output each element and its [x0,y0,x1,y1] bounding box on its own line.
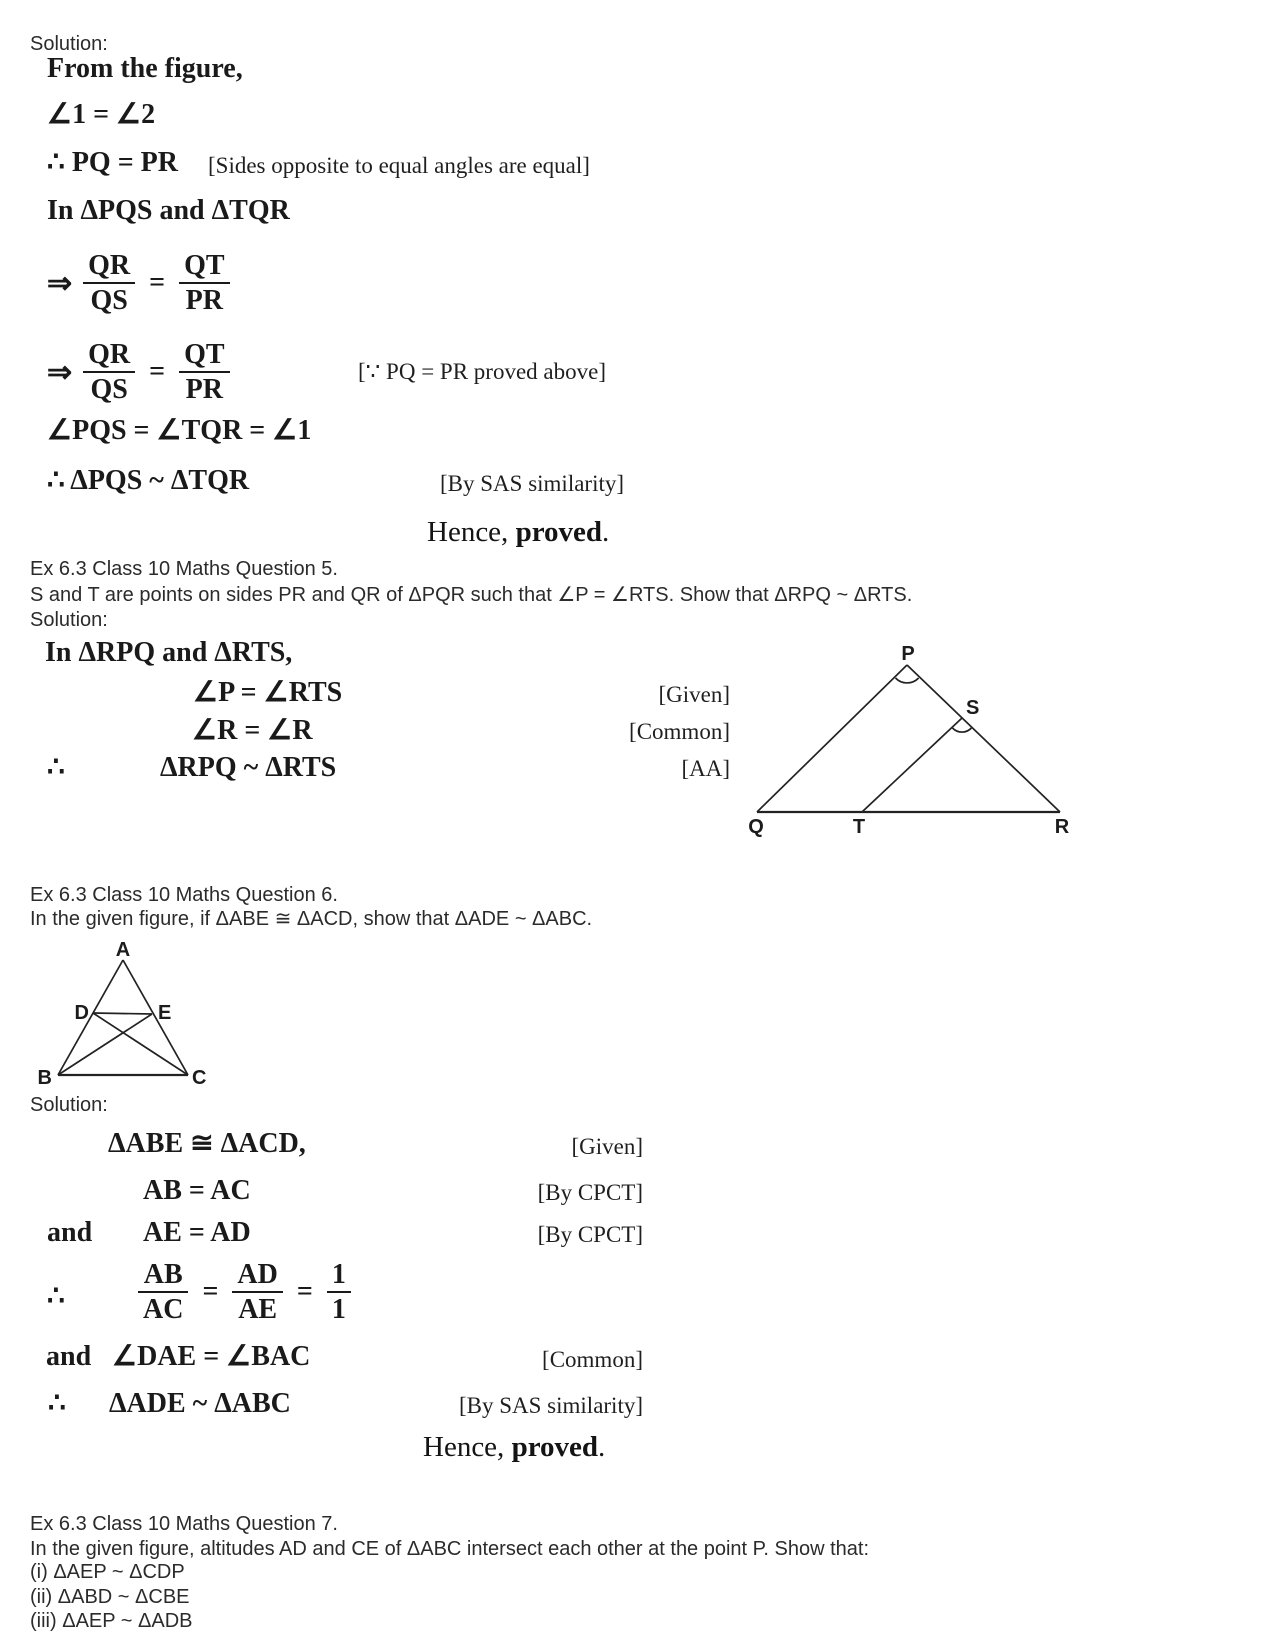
reason-note: [By CPCT] [537,1222,643,1247]
hence-proved [427,515,609,549]
equals-sign: = [149,356,166,387]
triangle-figure-abc [25,935,220,1095]
reason-note: [Common] [629,719,730,744]
vertex-label-e: E [158,1002,172,1024]
reason-note: [∵ PQ = PR proved above] [358,359,606,384]
solution-label: Solution: [30,1094,108,1116]
equation-line: ∠R = ∠R [192,715,313,746]
question-title: Ex 6.3 Class 10 Maths Question 7. [30,1513,338,1535]
question-item: (ii) ΔABD ~ ΔCBE [30,1586,190,1608]
equation-line: In ΔPQS and ΔTQR [47,195,290,226]
reason-note: [Given] [658,682,730,707]
question-text: In the given figure, altitudes AD and CE of ΔABC intersect each other at the point P. Show that: [30,1538,870,1560]
question-item: (iii) ΔAEP ~ ΔADB [30,1610,193,1632]
conclusion-line: ΔADE ~ ΔABC [109,1388,291,1419]
fraction-denominator: PR [185,285,223,316]
angle-arc-p [896,678,919,683]
equation-line: AB = AC [143,1175,251,1206]
solution-label: Solution: [30,609,108,631]
therefore-symbol: ∴ [47,1281,65,1312]
segment-ts [862,718,962,812]
implies-symbol: ⇒ [47,355,73,389]
equation-line: ∠DAE = ∠BAC [112,1341,311,1372]
fraction [179,341,229,403]
solution-line: In ΔRPQ and ΔRTS, [45,637,293,668]
fraction-denominator: QS [90,285,128,316]
segment-eb [58,1014,152,1075]
question-text: S and T are points on sides PR and QR of ΔPQR such that ∠P = ∠RTS. Show that ΔRPQ ~ ΔRTS. [30,584,913,606]
conclusion-line: ∴ ΔPQS ~ ΔTQR [47,465,250,496]
reason-note: [By SAS similarity] [440,471,625,496]
triangle-figure-pqr [690,630,1090,850]
reason-note: [Given] [571,1134,643,1159]
vertex-label-a: A [115,939,131,961]
fraction-row [47,252,230,314]
fraction [232,1261,282,1323]
vertex-label-p: P [901,643,915,665]
side-pr [907,665,1060,812]
fraction-numerator: QT [179,341,229,373]
fraction-denominator: 1 [331,1294,346,1325]
vertex-label-c: C [192,1067,207,1089]
proved-text: proved [511,1431,599,1463]
question-item: (i) ΔAEP ~ ΔCDP [30,1561,185,1583]
fraction-numerator: 1 [327,1261,351,1293]
equals-sign: = [296,1276,313,1307]
equation-line: ∠P = ∠RTS [193,677,343,708]
vertex-label-d: D [74,1002,89,1024]
fraction-row [47,341,230,403]
equation-line: AE = AD [143,1217,251,1248]
segment-de [93,1013,152,1014]
vertex-label-r: R [1054,816,1070,838]
fraction-numerator: QR [83,341,135,373]
equation-line: ∴ PQ = PR [47,147,178,178]
and-word: and [47,1217,93,1248]
vertex-label-t: T [852,816,866,838]
fraction-numerator: AB [138,1261,188,1293]
equation-line: ΔABE ≅ ΔACD, [108,1128,306,1159]
vertex-label-q: Q [748,816,764,838]
period: . [598,1431,606,1463]
fraction-numerator: QT [179,252,229,284]
fraction [138,1261,188,1323]
fraction-row [138,1261,351,1323]
fraction-denominator: AE [238,1294,278,1325]
reason-note: [By CPCT] [537,1180,643,1205]
fraction [327,1261,351,1323]
proved-text: proved [515,516,603,548]
equals-sign: = [202,1276,219,1307]
equals-sign: = [149,267,166,298]
fraction-denominator: PR [185,374,223,405]
question-text: In the given figure, if ΔABE ≅ ΔACD, show that ΔADE ~ ΔABC. [30,908,593,930]
solution-label: Solution: [30,33,108,55]
hence-proved [423,1430,605,1464]
angle-arc-s [953,728,972,732]
solution-line: From the figure, [47,53,243,84]
period: . [602,516,610,548]
vertex-label-s: S [966,697,980,719]
fraction-denominator: QS [90,374,128,405]
question-title: Ex 6.3 Class 10 Maths Question 5. [30,558,338,580]
equation-line: ∠PQS = ∠TQR = ∠1 [47,415,312,446]
question-title: Ex 6.3 Class 10 Maths Question 6. [30,884,338,906]
fraction [83,252,135,314]
therefore-symbol: ∴ [48,1388,66,1419]
vertex-label-b: B [37,1067,52,1089]
equation-line: ∠1 = ∠2 [47,99,156,130]
reason-note: [AA] [681,756,730,781]
hence-text: Hence, [427,516,516,548]
side-ab [58,960,123,1075]
hence-text: Hence, [423,1431,512,1463]
conclusion-line: ΔRPQ ~ ΔRTS [160,752,337,783]
fraction-numerator: QR [83,252,135,284]
reason-note: [Sides opposite to equal angles are equal] [208,153,590,178]
and-word: and [46,1341,92,1372]
fraction [83,341,135,403]
fraction [179,252,229,314]
fraction-numerator: AD [232,1261,282,1293]
side-ac [123,960,188,1075]
reason-note: [By SAS similarity] [458,1393,643,1418]
fraction-denominator: AC [143,1294,184,1325]
reason-note: [Common] [542,1347,643,1372]
therefore-symbol: ∴ [47,752,65,783]
implies-symbol: ⇒ [47,266,73,300]
